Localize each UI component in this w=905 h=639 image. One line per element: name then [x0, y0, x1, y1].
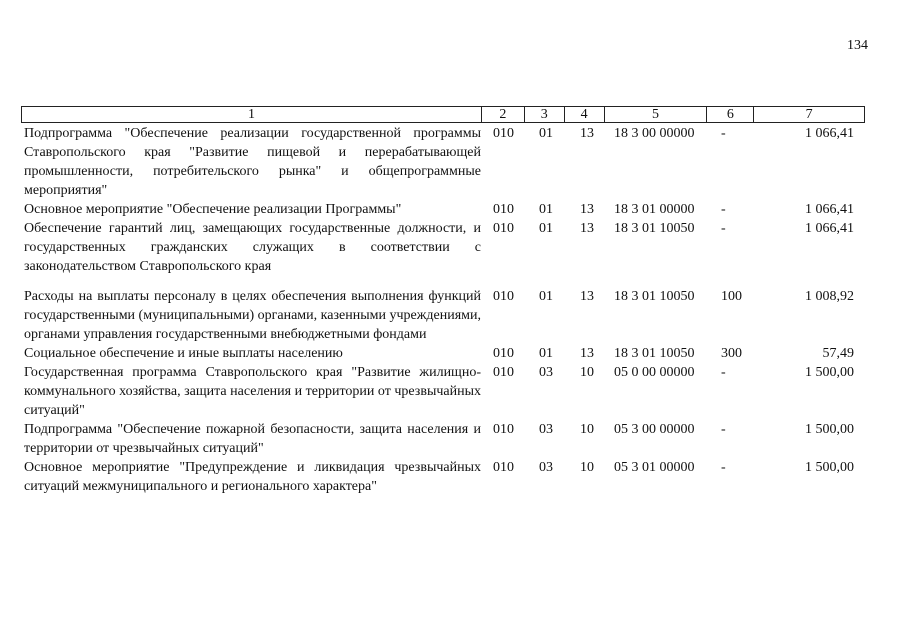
row-name: Основное мероприятие "Предупреждение и ликвидация чрезвычайных ситуаций межмуниципального и регионального характера" — [24, 460, 481, 494]
row-code-3: 03 — [539, 460, 553, 475]
row-code-4: 13 — [580, 126, 594, 141]
row-code-5: 18 3 00 00000 — [614, 126, 695, 141]
table-row — [21, 344, 865, 363]
row-code-6: 100 — [721, 289, 742, 304]
row-code-2: 010 — [493, 460, 514, 475]
table-row — [21, 124, 865, 200]
row-amount: 1 500,00 — [805, 460, 854, 475]
row-amount: 1 500,00 — [805, 422, 854, 437]
row-code-5: 05 3 01 00000 — [614, 460, 695, 475]
row-code-2: 010 — [493, 365, 514, 380]
table-row — [21, 420, 865, 458]
row-code-3: 03 — [539, 422, 553, 437]
row-code-5: 05 0 00 00000 — [614, 365, 695, 380]
row-code-5: 18 3 01 00000 — [614, 202, 695, 217]
row-code-6: - — [721, 221, 726, 236]
row-code-4: 10 — [580, 460, 594, 475]
row-code-3: 01 — [539, 221, 553, 236]
row-code-4: 13 — [580, 221, 594, 236]
row-name: Расходы на выплаты персоналу в целях обеспечения выполнения функций государственными (муниципальными) органами, казенными учреждениями, органами управления государственными внебюджетными фондами — [24, 289, 481, 342]
row-code-4: 13 — [580, 346, 594, 361]
page-number: 134 — [847, 38, 868, 53]
row-code-5: 05 3 00 00000 — [614, 422, 695, 437]
row-code-4: 13 — [580, 202, 594, 217]
row-code-6: - — [721, 126, 726, 141]
row-code-2: 010 — [493, 289, 514, 304]
row-code-4: 10 — [580, 422, 594, 437]
row-code-3: 03 — [539, 365, 553, 380]
row-code-2: 010 — [493, 422, 514, 437]
header-col-3: 3 — [525, 107, 565, 122]
row-code-4: 13 — [580, 289, 594, 304]
row-name: Социальное обеспечение и иные выплаты населению — [24, 346, 343, 361]
row-code-2: 010 — [493, 202, 514, 217]
row-code-5: 18 3 01 10050 — [614, 221, 695, 236]
row-code-2: 010 — [493, 126, 514, 141]
table-row — [21, 219, 865, 276]
row-amount: 1 066,41 — [805, 221, 854, 236]
row-amount: 1 008,92 — [805, 289, 854, 304]
row-code-4: 10 — [580, 365, 594, 380]
row-code-6: - — [721, 202, 726, 217]
row-name: Обеспечение гарантий лиц, замещающих государственные должности, и государственных гражданских служащих в соответствии с законодательством Ставропольского края — [24, 221, 481, 274]
header-col-1: 1 — [22, 107, 482, 122]
table-header — [21, 106, 865, 123]
row-code-3: 01 — [539, 346, 553, 361]
table-row — [21, 287, 865, 344]
row-code-5: 18 3 01 10050 — [614, 346, 695, 361]
header-col-2: 2 — [482, 107, 525, 122]
table-row — [21, 363, 865, 420]
row-code-2: 010 — [493, 221, 514, 236]
row-code-6: - — [721, 460, 726, 475]
row-code-6: - — [721, 365, 726, 380]
table-row — [21, 458, 865, 496]
header-col-7: 7 — [805, 107, 813, 122]
row-code-3: 01 — [539, 289, 553, 304]
row-code-3: 01 — [539, 202, 553, 217]
row-amount: 1 500,00 — [805, 365, 854, 380]
row-name: Подпрограмма "Обеспечение реализации государственной программы Ставропольского края "Развитие пищевой и перерабатывающей промышленности, потребительского рынка" и общепрограммные мероприятия" — [24, 126, 481, 198]
row-code-2: 010 — [493, 346, 514, 361]
table-row — [21, 200, 865, 219]
row-amount: 1 066,41 — [805, 126, 854, 141]
row-name: Государственная программа Ставропольского края "Развитие жилищно-коммунального хозяйства, защита населения и территории от чрезвычайных ситуаций" — [24, 365, 481, 418]
table-body — [21, 124, 865, 496]
row-name: Основное мероприятие "Обеспечение реализации Программы" — [24, 202, 402, 217]
header-col-5: 5 — [605, 107, 708, 122]
row-amount: 57,49 — [822, 346, 854, 361]
row-code-3: 01 — [539, 126, 553, 141]
row-code-6: - — [721, 422, 726, 437]
header-col-4: 4 — [565, 107, 605, 122]
row-code-6: 300 — [721, 346, 742, 361]
header-col-6: 6 — [707, 107, 754, 122]
row-amount: 1 066,41 — [805, 202, 854, 217]
row-code-5: 18 3 01 10050 — [614, 289, 695, 304]
row-name: Подпрограмма "Обеспечение пожарной безопасности, защита населения и территории от чрезвычайных ситуаций" — [24, 422, 481, 456]
